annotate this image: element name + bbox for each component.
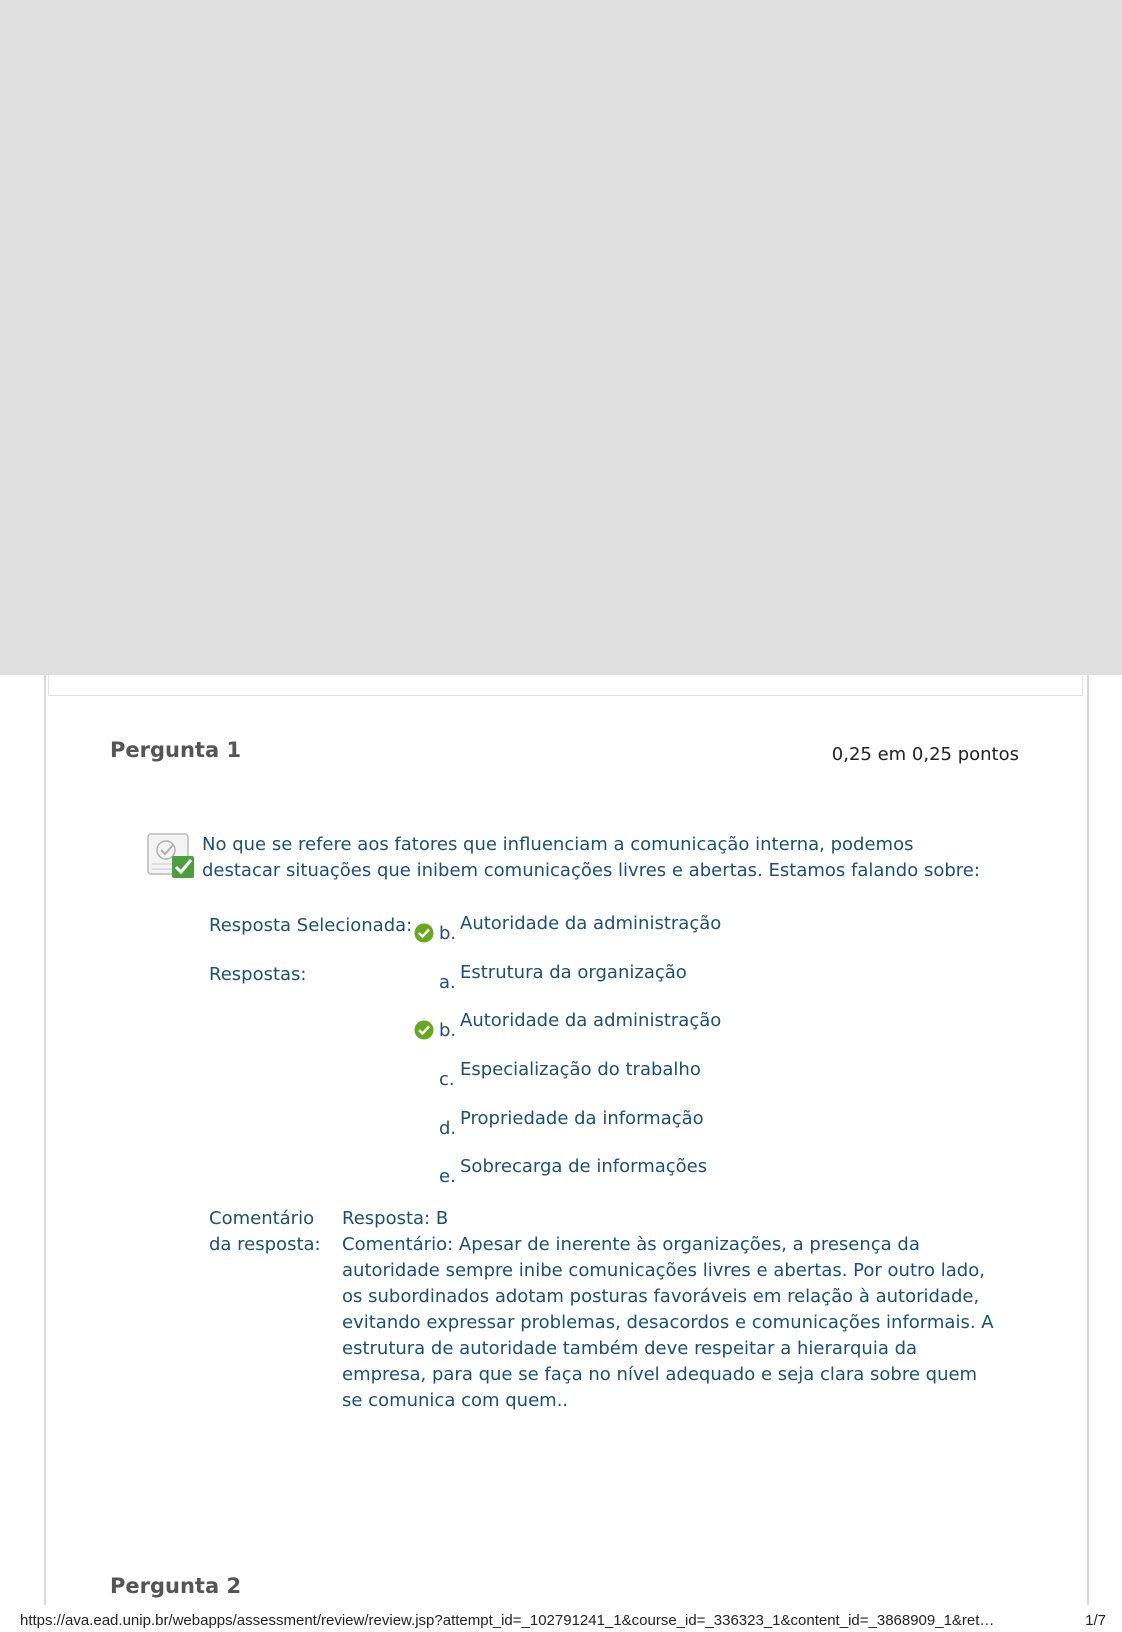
comment-label (209, 1206, 321, 1258)
question-title: Pergunta 1 (110, 738, 242, 762)
comment-label-line-2: da resposta: (209, 1234, 321, 1255)
answer-letter: e. (439, 1166, 456, 1187)
correct-check-icon (414, 1020, 434, 1040)
answer-text: Especialização do trabalho (460, 1059, 701, 1080)
comment-answer: Resposta: B (342, 1208, 449, 1229)
answer-option (410, 962, 1010, 992)
print-footer-page: 1/7 (1085, 1612, 1106, 1629)
answer-letter: d. (439, 1118, 457, 1139)
question-title: Pergunta 2 (110, 1574, 242, 1598)
selected-answer-text: Autoridade da administração (460, 913, 722, 934)
redaction-overlay (0, 0, 1122, 675)
answer-comment (342, 1206, 1002, 1414)
answer-option (410, 1059, 1010, 1089)
answer-text: Estrutura da organização (460, 962, 687, 983)
question-text: No que se refere aos fatores que influenciam a comunicação interna, podemos destacar situações que inibem comunicações livres e abertas. Estamos falando sobre: (202, 834, 980, 881)
answer-letter: c. (439, 1069, 455, 1090)
selected-answer-label: Resposta Selecionada: (209, 915, 413, 936)
selected-answer-letter: b. (439, 923, 457, 944)
answer-option (410, 1010, 1010, 1040)
answer-text: Sobrecarga de informações (460, 1156, 708, 1177)
comment-text: Comentário: Apesar de inerente às organizações, a presença da autoridade sempre inibe comunicações livres e abertas. Por outro lado, os subordinados adotam posturas favoráveis em relação à autoridade, evitando expressar problemas, desacordos e comunicações informais. A estrutura de autoridade também deve respeitar a hierarquia da empresa, para que se faça no nível adequado e seja clara sobre quem se comunica com quem.. (342, 1234, 994, 1411)
answer-text: Propriedade da informação (460, 1108, 704, 1129)
answer-text: Autoridade da administração (460, 1010, 722, 1031)
answer-letter: a. (439, 972, 456, 993)
print-footer-url: https://ava.ead.unip.br/webapps/assessment/review/review.jsp?attempt_id=_102791241_1&course_id=_336323_1&content_id=_3868909_1&ret… (20, 1612, 995, 1629)
answer-letter: b. (439, 1020, 457, 1041)
question-points: 0,25 em 0,25 pontos (831, 744, 1019, 765)
answer-option (410, 1156, 1010, 1186)
answer-option (410, 1108, 1010, 1138)
selected-answer (410, 913, 1010, 943)
correct-check-icon (414, 923, 434, 943)
answers-label: Respostas: (209, 964, 307, 985)
comment-label-line-1: Comentário (209, 1208, 315, 1229)
correct-question-icon (146, 832, 198, 880)
